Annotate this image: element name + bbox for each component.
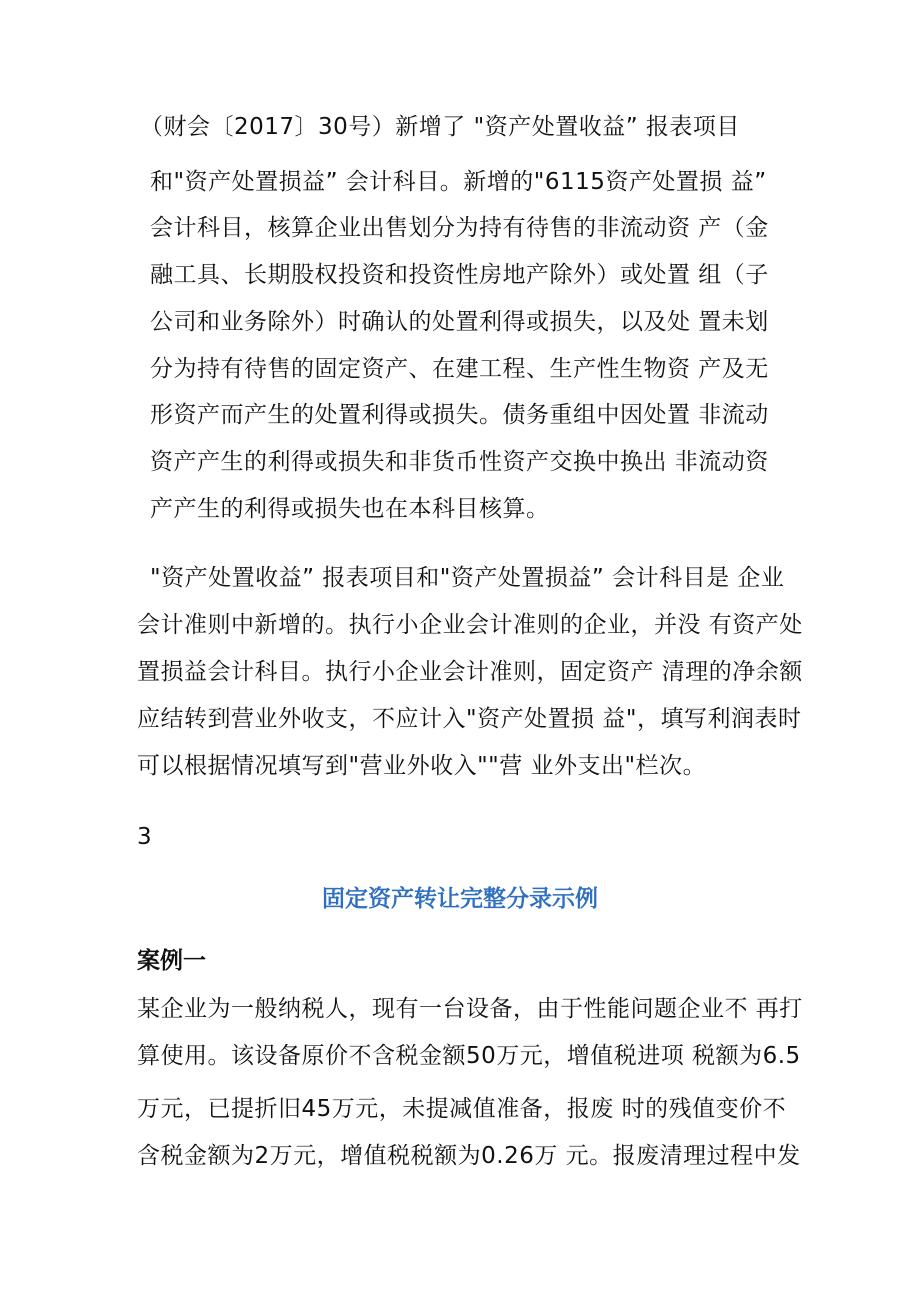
paragraph-1-line: 产产生的利得或损失也在本科目核算。: [150, 496, 550, 522]
paragraph-2-line: 会计准则中新增的。执行小企业会计准则的企业，并没 有资产处: [137, 612, 803, 638]
paragraph-3-line: 算使用。该设备原价不含税金额50万元，增值税进项 税额为6.5: [137, 1043, 801, 1069]
paragraph-2-line: 应结转到营业外收支，不应计入"资产处置损 益"，填写利润表时: [137, 706, 802, 732]
paragraph-1-line: （财会〔2017〕30号）新增了 "资产处置收益” 报表项目: [140, 114, 740, 140]
paragraph-3-line: 含税金额为2万元，增值税税额为0.26万 元。报废清理过程中发: [137, 1143, 801, 1169]
paragraph-1-line: 资产产生的利得或损失和非货币性资产交换中换出 非流动资: [150, 449, 769, 475]
paragraph-1-line: 和"资产处置损益” 会计科目。新增的"6115资产处置损 益”: [150, 169, 767, 195]
paragraph-3-line: 万元，已提折旧45万元，未提减值准备，报废 时的残值变价不: [137, 1096, 787, 1122]
paragraph-3-line: 某企业为一般纳税人，现有一台设备，由于性能问题企业不 再打: [137, 996, 803, 1022]
paragraph-1-line: 分为持有待售的固定资产、在建工程、生产性生物资 产及无: [150, 356, 769, 382]
paragraph-2-line: 可以根据情况填写到"营业外收入""营 业外支出"栏次。: [137, 753, 707, 779]
paragraph-1-line: 公司和业务除外）时确认的处置利得或损失，以及处 置未划: [150, 309, 769, 335]
paragraph-1-line: 会计科目，核算企业出售划分为持有待售的非流动资 产（金: [150, 215, 769, 241]
page-number: 3: [137, 824, 152, 850]
section-heading: 固定资产转让完整分录示例: [322, 886, 598, 912]
paragraph-2-line: "资产处置收益” 报表项目和"资产处置损益” 会计科目是 企业: [150, 565, 785, 591]
paragraph-1-line: 融工具、长期股权投资和投资性房地产除外）或处置 组（子: [150, 262, 769, 288]
paragraph-1-line: 形资产而产生的处置利得或损失。债务重组中因处置 非流动: [150, 402, 769, 428]
case-title: 案例一: [137, 948, 206, 974]
paragraph-2-line: 置损益会计科目。执行小企业会计准则，固定资产 清理的净余额: [137, 659, 803, 685]
